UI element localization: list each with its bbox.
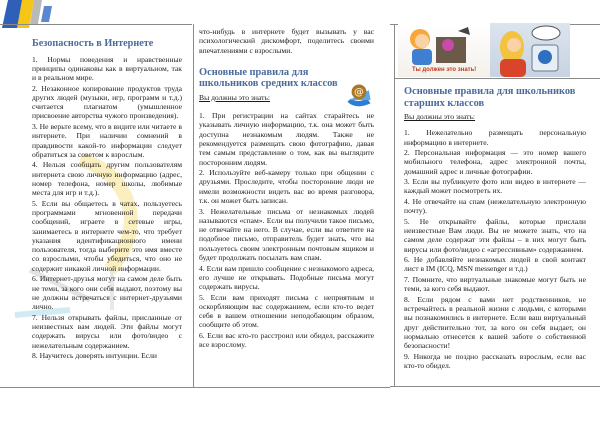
column3-item-5: 5. Не открывайте файлы, которые прислали неизвестные Вам люди. Вы не можете знать, что на самом деле содержат эти файлы – в них могут быть вирусы или фото/видео с «агрессивным» содержанием. — [404, 216, 586, 254]
column3-item-9: 9. Никогда не поздно рассказать взрослым, если вас кто-то обидел. — [404, 351, 586, 370]
column1-item-5: 5. Если вы общаетесь в чатах, пользуетесь программами мгновенной передачи сообщений, играете в сетевые игры, занимаетесь в интернете чем-то, что требует указания идентификационного имени пользователя, тогда выберите это имя вместе со взрослыми, чтобы убедиться, что оно не содержит никакой личной информации. — [32, 198, 182, 273]
column-middle-school-rules — [199, 27, 374, 351]
column2-must-know: Вы должны это знать: — [199, 92, 271, 102]
boy-at-computer-image — [398, 23, 490, 77]
column2-item-3: 3. Нежелательные письма от незнакомых людей называются «спам». Если вы получили такое письмо, не отвечайте на него. В случае, если вы ответите на подобное письмо, отправитель будет знать, что вы пользуетесь своим электронным почтовым ящиком и будет продолжать посылать вам спам. — [199, 206, 374, 263]
image-caption: Ты должен это знать! — [412, 67, 477, 73]
column3-item-6: 6. Не добавляйте незнакомых людей в свой контакт лист в IM (ICQ, MSN messenger и т.д.) — [404, 255, 586, 274]
image-bottom-line — [394, 78, 600, 79]
girl-at-computer-image — [490, 23, 570, 77]
column3-item-3: 3. Если вы публикуете фото или видео в интернете — каждый может посмотреть их. — [404, 177, 586, 196]
column3-title: Основные правила для школьников старших классов — [404, 86, 576, 109]
column2-item-6: 6. Если вас кто-то расстроил или обидел, расскажите все взрослому. — [199, 330, 374, 350]
column2-title: Основные правила для школьников средних классов — [199, 66, 338, 90]
column3-item-7: 7. Помните, что виртуальные знакомые могут быть не теми, за кого себя выдают. — [404, 274, 586, 294]
cartoon-images — [398, 23, 570, 77]
column2-item-1: 1. При регистрации на сайтах старайтесь не указывать личную информацию, т.к. она может быть доступна незнакомым людям. Также не рекомендуется размещать свою фотографию, давая тем самым представление о том, как вы выглядите посторонним людям. — [199, 111, 374, 167]
column1-item-2: 2. Незаконное копирование продуктов труда других людей (музыки, игр, программ и т.д.) считается плагиатом (умышленное присвоение авторства чужого произведения). — [32, 83, 182, 121]
column3-item-4: 4. Не отвечайте на спам (нежелательную электронную почту). — [404, 196, 586, 216]
column3-item-1: 1. Нежелательно размещать персональную информацию в интернете. — [404, 128, 586, 147]
column2-continuation: что-нибудь в интернете будет вызывать у вас психологический дискомфорт, поделитесь своими впечатлениями с взрослыми. — [199, 27, 374, 55]
column2-item-4: 4. Если вам пришло сообщение с незнакомого адреса, его лучше не открывать. Подобные письма могут содержать вирусы. — [199, 263, 374, 292]
bottom-frame-line-right — [390, 386, 600, 387]
svg-text:@: @ — [354, 87, 364, 99]
column-internet-safety — [32, 38, 182, 362]
top-frame-line-left — [0, 24, 192, 25]
column1-item-7: 7. Нельзя открывать файлы, присланные от неизвестных вам людей. Эти файлы могут содержать вирусы или фото/видео с нежелательным содержанием. — [32, 312, 182, 350]
girl-cartoon-icon — [490, 23, 570, 77]
column3-must-know: Вы должны это знать: — [404, 112, 476, 121]
column3-item-8: 8. Если рядом с вами нет родственников, не встречайтесь в реальной жизни с людьми, с которыми вы познакомились в интернете. Если ваш виртуальный друг действительно тот, за кого он себя выдает, он нормально отнесется к вашей заботе о собственной безопасности! — [404, 294, 586, 351]
column-high-school-rules — [404, 86, 586, 371]
bottom-frame-line-left — [0, 387, 390, 388]
column2-item-5: 5. Если вам приходят письма с неприятным и оскорбляющим вас содержанием, если кто-то ведет себя в вашем отношении неподобающим образом, сообщите об этом. — [199, 292, 374, 330]
column1-item-3: 3. Не верьте всему, что в видите или читаете в интернете. При наличии сомнений в правдивости какой-то информации следует обратиться за советом к взрослым. — [32, 121, 182, 159]
column1-item-4: 4. Нельзя сообщать другим пользователям интернета свою личную информацию (адрес, номер телефона, номер школы, любимые места для игр и т.д.). — [32, 160, 182, 198]
column1-item-6: 6. Интернет-друзья могут на самом деле быть не теми, за кого они себя выдают, поэтому вы не должны встречаться с интернет-друзьями лично. — [32, 274, 182, 312]
column2-item-2: 2. Используйте веб-камеру только при общении с друзьями. Проследите, чтобы посторонние люди не имели возможности видеть вас во время разговора, т.к. он может быть записан. — [199, 168, 374, 206]
column3-item-2: 2. Персональная информация — это номер вашего мобильного телефона, адрес электронной почты, домашний адрес и личные фотографии. — [404, 148, 586, 176]
column1-item-8: 8. Научитесь доверять интуиции. Если — [32, 351, 157, 361]
column1-title: Безопасность в Интернете — [32, 38, 154, 49]
column1-item-1: 1. Нормы поведения и нравственные принципы одинаковы как в виртуальном, так и в реальном мире. — [32, 54, 182, 83]
column-divider-1 — [193, 24, 194, 387]
